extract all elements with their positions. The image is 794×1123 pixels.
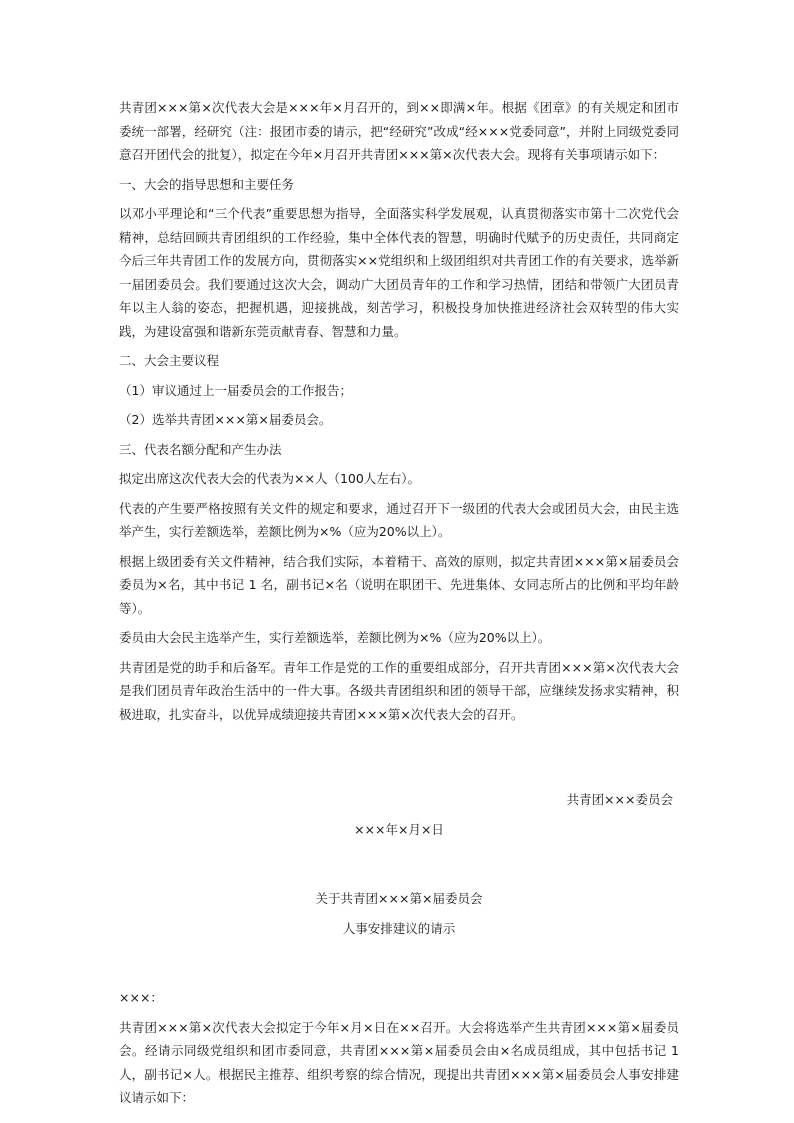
- section-1-heading: 一、大会的指导思想和主要任务: [119, 176, 295, 192]
- section-3-para-1: 拟定出席这次代表大会的代表为××人（100人左右）。: [119, 471, 421, 486]
- second-doc-salutation: ×××：: [119, 990, 163, 1005]
- agenda-item-1: （1）审议通过上一届委员会的工作报告；: [119, 382, 352, 398]
- signature-date: ×××年×月×日: [354, 821, 444, 837]
- second-doc-title-line-1: 关于共青团×××第×届委员会: [315, 891, 483, 906]
- agenda-item-2: （2）选举共青团×××第×届委员会。: [119, 412, 332, 427]
- section-2-heading: 二、大会主要议程: [119, 353, 220, 368]
- spacer: [119, 847, 679, 887]
- intro-paragraph: 共青团×××第×次代表大会是×××年×月召开的，到××即满×年。根据《团章》的有关规定和团市委统一部署，经研究（注：报团市委的请示，把“经研究”改成“经×××党委同意”，并附上同级党委同意召开团代会的批复），拟定在今年×月召开共青团×××第×次代表大会。现将有关事项请示如下：: [119, 100, 679, 162]
- section-1-body: 以邓小平理论和“三个代表”重要思想为指导，全面落实科学发展观，认真贯彻落实市第十二次党代会精神，总结回顾共青团组织的工作经验，集中全体代表的智慧，明确时代赋予的历史责任，共同商定今后三年共青团工作的发展方向，贯彻落实××党组织和上级团组织对共青团工作的有关要求，选举新一届团委员会。我们要通过这次大会，调动广大团员青年的工作和学习热情，团结和带领广大团员青年以主人翁的姿态，把握机遇，迎接挑战，刻苦学习，积极投身加快推进经济社会双转型的伟大实践，为建设富强和谐新东莞贡献青春、智慧和力量。: [119, 206, 679, 339]
- spacer: [119, 946, 679, 986]
- signature-org: 共青团×××委员会: [566, 792, 673, 807]
- second-doc-body: 共青团×××第×次代表大会拟定于今年×月×日在××召开。大会将选举产生共青团×××第×届委员会。经请示同级党组织和团市委同意，共青团×××第×届委员会由×名成员组成，其中包括书记 1 人，副书记×人。根据民主推荐、组织考察的综合情况，现提出共青团×××第×届委员会人事安排建议请示如下：: [119, 1019, 679, 1105]
- closing-paragraph: 共青团是党的助手和后备军。青年工作是党的工作的重要组成部分，召开共青团×××第×次代表大会是我们团员青年政治生活中的一件大事。各级共青团组织和团的领导干部，应继续发扬求实精神，积极进取，扎实奋斗，以优异成绩迎接共青团×××第×次代表大会的召开。: [119, 659, 679, 722]
- section-3-heading: 三、代表名额分配和产生办法: [119, 441, 282, 457]
- section-3-para-2: 代表的产生要严格按照有关文件的规定和要求，通过召开下一级团的代表大会或团员大会，由民主选举产生，实行差额选举，差额比例为×%（应为20%以上）。: [119, 500, 679, 539]
- section-3-para-3: 根据上级团委有关文件精神，结合我们实际，本着精干、高效的原则，拟定共青团×××第×届委员会委员为×名，其中书记 1 名，副书记×名（说明在职团干、先进集体、女同志所占的比例和平均年龄等）。: [119, 553, 679, 616]
- section-3-para-4: 委员由大会民主选举产生，实行差额选举，差额比例为×%（应为20%以上）。: [119, 630, 551, 645]
- spacer: [119, 732, 679, 788]
- second-doc-title-line-2: 人事安排建议的请示: [342, 920, 456, 936]
- document-body: [119, 96, 679, 1116]
